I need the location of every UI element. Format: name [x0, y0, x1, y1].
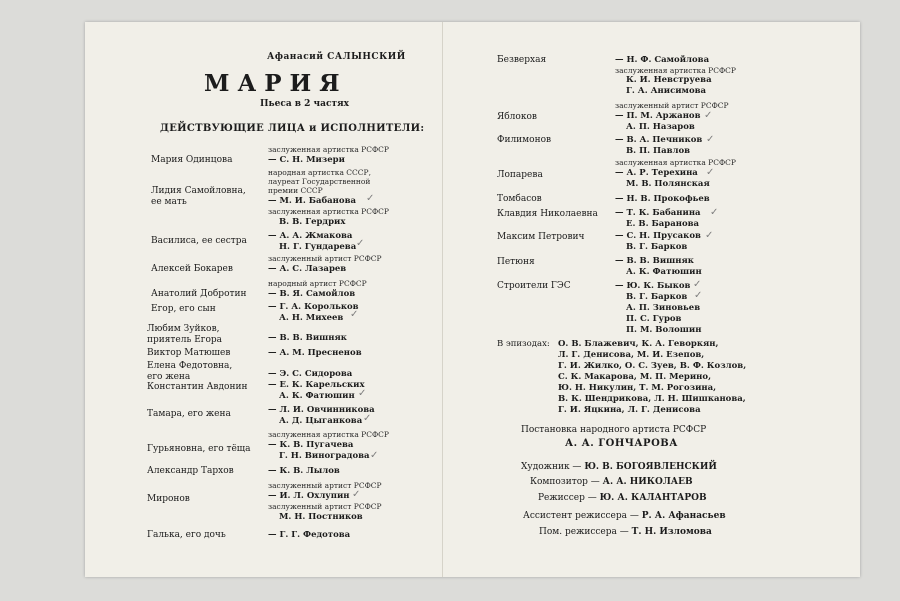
role-name: Егор, его сын [151, 304, 216, 314]
actor-name: К. И. Невструева [626, 75, 712, 85]
credit-label: Пом. режиссера — [539, 527, 629, 537]
role-name: Томбасов [497, 194, 542, 204]
actor-name: М. В. Полянская [626, 179, 710, 189]
episodes-line: Ю. Н. Никулин, Т. М. Рогозина, [558, 383, 717, 393]
actor-name: — С. Н. Мизери [268, 155, 345, 165]
actor-name: П. М. Волошин [626, 325, 702, 335]
role-name: Яблоков [497, 112, 537, 122]
check-mark: ✓ [704, 110, 713, 121]
actor-name: — П. М. Аржанов [615, 111, 701, 121]
role-name: Константин Авдонин [147, 382, 248, 392]
actor-name: — А. Р. Терехина [615, 168, 698, 178]
cast-note: заслуженный артист РСФСР [615, 101, 729, 110]
production-credit: Постановка народного артиста РСФСР [521, 425, 707, 435]
episodes-label: В эпизодах: [497, 339, 550, 349]
credit-name: Р. А. Афанасьев [641, 511, 726, 521]
cast-note: заслуженный артист РСФСР [268, 254, 382, 263]
check-mark: ✓ [710, 207, 719, 218]
credit-name: Ю. А. КАЛАНТАРОВ [599, 493, 707, 503]
actor-name: — Ю. К. Быков [615, 281, 691, 291]
credit-name: Т. Н. Изломова [631, 527, 712, 537]
actor-name: В. В. Гердрих [279, 217, 346, 227]
actor-name: Г. А. Анисимова [626, 86, 707, 96]
actor-name: — Т. К. Бабанина [615, 208, 701, 218]
credit-name: Ю. В. БОГОЯВЛЕНСКИЙ [584, 462, 717, 472]
actor-name: — Г. Г. Федотова [268, 530, 351, 540]
role-name: Максим Петрович [497, 232, 585, 242]
actor-name: В. П. Павлов [626, 146, 691, 156]
check-mark: ✓ [363, 413, 372, 424]
actor-name: М. Н. Постников [279, 512, 363, 522]
actor-name: Н. Г. Гундарева [279, 242, 357, 252]
episodes-line: Г. И. Яцкина, Л. Г. Денисова [558, 405, 701, 415]
check-mark: ✓ [350, 309, 359, 320]
cast-note: заслуженный артист РСФСР [268, 481, 382, 490]
actor-name: А. П. Назаров [626, 122, 695, 132]
actor-name: — А. М. Пресненов [268, 348, 362, 358]
episodes-line: О. В. Блажевич, К. А. Геворкян, [558, 339, 719, 349]
actor-name: А. П. Зиновьев [626, 303, 701, 313]
role-name: Миронов [147, 494, 190, 504]
check-mark: ✓ [352, 489, 361, 500]
role-name: Галька, его дочь [147, 530, 226, 540]
check-mark: ✓ [706, 167, 715, 178]
role-name: Виктор Матюшев [147, 348, 231, 358]
cast-note: заслуженная артистка РСФСР [615, 66, 736, 75]
credit-label: Композитор — [530, 477, 600, 487]
actor-name: — И. Л. Охлупин [268, 491, 350, 501]
actor-name: А. Н. Михеев [279, 313, 344, 323]
role-name: Мария Одинцова [151, 155, 233, 165]
credit-label: Ассистент режиссера — [523, 511, 639, 521]
credit-stage-manager [539, 527, 712, 537]
episodes-line: С. К. Макарова, М. П. Мерино, [558, 372, 712, 382]
cast-note: заслуженная артистка РСФСР [615, 158, 736, 167]
cast-note: заслуженная артистка РСФСР [268, 207, 389, 216]
role-name: Строители ГЭС [497, 281, 571, 291]
cast-note: народная артистка СССР, лауреат Государственной премии СССР [268, 168, 371, 195]
check-mark: ✓ [693, 279, 702, 290]
episodes-line: Г. И. Жилко, О. С. Зуев, В. Ф. Козлов, [558, 361, 747, 371]
actor-name: — Н. В. Прокофьев [615, 194, 710, 204]
actor-name: Г. Н. Виноградова [279, 451, 370, 461]
credit-director [538, 493, 707, 503]
check-mark: ✓ [706, 134, 715, 145]
actor-name: — В. В. Вишняк [615, 256, 694, 266]
role-name: Клавдия Николаевна [497, 209, 598, 219]
check-mark: ✓ [705, 230, 714, 241]
check-mark: ✓ [694, 290, 703, 301]
cast-note: заслуженная артистка РСФСР [268, 145, 389, 154]
role-name: Любим Зуйков, приятель Егора [147, 324, 223, 345]
actor-name: — Л. И. Овчинникова [268, 405, 375, 415]
role-name: Лидия Самойловна, ее мать [151, 186, 246, 207]
check-mark: ✓ [370, 450, 379, 461]
role-name: Алексей Бокарев [151, 264, 233, 274]
credit-label: Режиссер — [538, 493, 597, 503]
actor-name: — Н. Ф. Самойлова [615, 55, 710, 65]
cast-note: народный артист РСФСР [268, 279, 367, 288]
role-name: Василиса, ее сестра [151, 236, 247, 246]
actor-name: Е. В. Баранова [626, 219, 700, 229]
role-name: Лопарева [497, 170, 543, 180]
episodes-line: В. К. Шендрикова, Л. Н. Шишканова, [558, 394, 746, 404]
actor-name: — М. И. Бабанова [268, 196, 356, 206]
role-name: Петюня [497, 257, 535, 267]
actor-name: — Г. А. Корольков [268, 302, 359, 312]
director-name: А. А. ГОНЧАРОВА [565, 438, 678, 449]
role-name: Тамара, его жена [147, 409, 231, 419]
credit-assistant [523, 511, 726, 521]
check-mark: ✓ [356, 238, 365, 249]
credit-name: А. А. НИКОЛАЕВ [602, 477, 693, 487]
actor-name: А. К. Фатюшин [279, 391, 355, 401]
actor-name: — А. С. Лазарев [268, 264, 347, 274]
center-fold [442, 22, 443, 577]
actor-name: — В. Я. Самойлов [268, 289, 356, 299]
credit-designer [521, 462, 717, 472]
actor-name: — Е. К. Карельских [268, 380, 365, 390]
actor-name: — К. В. Лылов [268, 466, 340, 476]
actor-name: — В. В. Вишняк [268, 333, 347, 343]
actor-name: В. Г. Барков [626, 292, 688, 302]
actor-name: А. К. Фатюшин [626, 267, 702, 277]
check-mark: ✓ [366, 193, 375, 204]
episodes-line: Л. Г. Денисова, М. И. Езепов, [558, 350, 705, 360]
cast-heading: ДЕЙСТВУЮЩИЕ ЛИЦА и ИСПОЛНИТЕЛИ: [160, 123, 425, 134]
cast-note: заслуженный артист РСФСР [268, 502, 382, 511]
check-mark: ✓ [358, 388, 367, 399]
actor-name: В. Г. Барков [626, 242, 688, 252]
actor-name: — А. А. Жмакова [268, 231, 353, 241]
actor-name: — Э. С. Сидорова [268, 369, 353, 379]
actor-name: — В. А. Печников [615, 135, 703, 145]
credit-composer [530, 477, 693, 487]
role-name: Анатолий Добротин [151, 289, 247, 299]
role-name: Филимонов [497, 135, 552, 145]
play-title: МАРИЯ [204, 70, 348, 97]
play-subtitle: Пьеса в 2 частях [260, 99, 350, 109]
role-name: Безверхая [497, 55, 547, 65]
actor-name: П. С. Гуров [626, 314, 682, 324]
role-name: Гурьяновна, его тёща [147, 444, 251, 454]
cast-note: заслуженная артистка РСФСР [268, 430, 389, 439]
role-name: Елена Федотовна, его жена [147, 361, 233, 382]
role-name: Александр Тархов [147, 466, 234, 476]
actor-name: А. Д. Цыганкова [279, 416, 363, 426]
author: Афанасий САЛЫНСКИЙ [267, 52, 406, 62]
actor-name: — С. Н. Прусаков [615, 231, 701, 241]
credit-label: Художник — [521, 462, 582, 472]
actor-name: — К. В. Пугачева [268, 440, 354, 450]
